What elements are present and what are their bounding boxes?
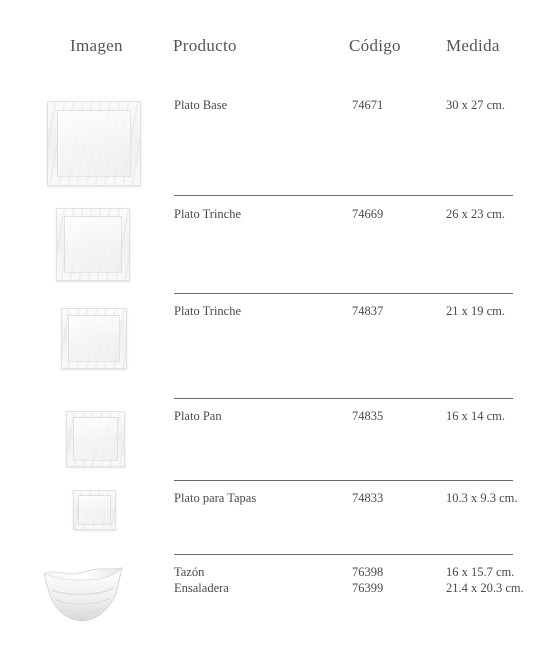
product-name: Plato Pan xyxy=(174,409,222,423)
product-code: 74835 xyxy=(352,409,384,423)
product-name: Plato Base xyxy=(174,98,228,112)
plate-thumbnail xyxy=(47,101,141,186)
row-divider xyxy=(174,195,513,196)
product-size-line: 16 x 15.7 cm. xyxy=(446,565,515,579)
header-code: Código xyxy=(349,36,401,55)
plate-image xyxy=(73,490,116,530)
plate-image xyxy=(56,208,130,281)
plate-thumbnail xyxy=(61,308,127,369)
product-name-line: Tazón xyxy=(174,565,205,579)
plate-image xyxy=(47,101,141,186)
product-code: 74837 xyxy=(352,304,384,318)
bowl-image xyxy=(42,564,124,624)
plate-image xyxy=(66,411,125,467)
product-size-line: 21.4 x 20.3 cm. xyxy=(446,581,524,595)
product-code-line: 76398 xyxy=(352,565,384,579)
plate-thumbnail xyxy=(73,490,116,530)
header-image: Imagen xyxy=(70,36,123,55)
product-size: 21 x 19 cm. xyxy=(446,304,506,318)
product-code: 74833 xyxy=(352,491,384,505)
row-divider xyxy=(174,293,513,294)
product-size: 10.3 x 9.3 cm. xyxy=(446,491,518,505)
product-name: Plato para Tapas xyxy=(174,491,257,505)
row-divider xyxy=(174,480,513,481)
product-name: Plato Trinche xyxy=(174,207,242,221)
bowl-thumbnail xyxy=(42,564,124,624)
product-code: 74671 xyxy=(352,98,384,112)
product-name-line: Ensaladera xyxy=(174,581,229,595)
product-size: 30 x 27 cm. xyxy=(446,98,506,112)
plate-image xyxy=(61,308,127,369)
product-size: 26 x 23 cm. xyxy=(446,207,506,221)
product-name: Plato Trinche xyxy=(174,304,242,318)
plate-thumbnail xyxy=(56,208,130,281)
row-divider xyxy=(174,398,513,399)
header-size: Medida xyxy=(446,36,500,55)
header-product: Producto xyxy=(173,36,237,55)
product-code: 74669 xyxy=(352,207,384,221)
product-size: 16 x 14 cm. xyxy=(446,409,506,423)
row-divider xyxy=(174,554,513,555)
product-code-line: 76399 xyxy=(352,581,384,595)
plate-thumbnail xyxy=(66,411,125,467)
